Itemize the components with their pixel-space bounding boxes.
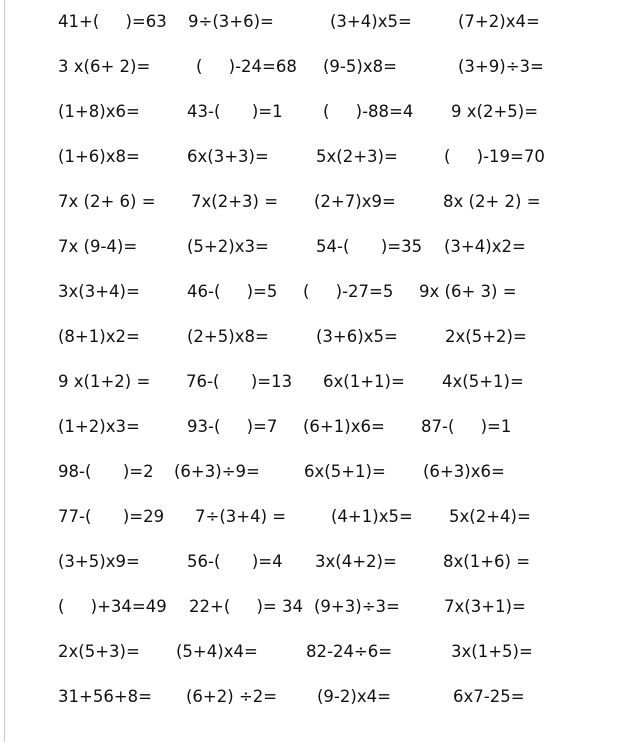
- problem-row: [0, 367, 636, 397]
- problem: 3x(1+5)=: [451, 642, 533, 661]
- problem: 41+( )=63: [58, 12, 167, 31]
- problem: (6+3)÷9=: [174, 462, 260, 481]
- problem: 7x (9-4)=: [58, 237, 138, 256]
- problem: 7x(3+1)=: [444, 597, 526, 616]
- problem: 5x(2+4)=: [449, 507, 531, 526]
- problem: 31+56+8=: [58, 687, 152, 706]
- problem: ( )-27=5: [303, 282, 394, 301]
- problem: (9-5)x8=: [323, 57, 397, 76]
- problem: (6+3)x6=: [423, 462, 505, 481]
- problem: 7÷(3+4) =: [195, 507, 287, 526]
- problem: 3 x(6+ 2)=: [58, 57, 151, 76]
- problem: 6x(3+3)=: [187, 147, 269, 166]
- problem-row: [0, 637, 636, 667]
- problem: 3x(3+4)=: [58, 282, 140, 301]
- problem: 82-24÷6=: [306, 642, 393, 661]
- problem: 22+( )= 34: [189, 597, 303, 616]
- problem: 8x(1+6) =: [443, 552, 531, 571]
- problem: 77-( )=29: [58, 507, 165, 526]
- problem: (8+1)x2=: [58, 327, 140, 346]
- problem: 7x (2+ 6) =: [58, 192, 156, 211]
- problem: 9÷(3+6)=: [188, 12, 274, 31]
- problem: 76-( )=13: [186, 372, 293, 391]
- problem: (5+4)x4=: [176, 642, 258, 661]
- problem-row: [0, 7, 636, 37]
- problem-row: [0, 682, 636, 712]
- problem-row: [0, 97, 636, 127]
- problem-row: [0, 412, 636, 442]
- problem: 9 x(2+5)=: [451, 102, 539, 121]
- problem: (6+1)x6=: [303, 417, 385, 436]
- problem: (7+2)x4=: [458, 12, 540, 31]
- problem: (1+2)x3=: [58, 417, 140, 436]
- problem: (9+3)÷3=: [314, 597, 400, 616]
- problem-row: [0, 457, 636, 487]
- problem: 2x(5+2)=: [445, 327, 527, 346]
- problem-row: [0, 277, 636, 307]
- problem: (3+9)÷3=: [458, 57, 544, 76]
- problem: 98-( )=2: [58, 462, 154, 481]
- problem-row: [0, 592, 636, 622]
- problem: (9-2)x4=: [317, 687, 391, 706]
- problem: ( )-88=4: [323, 102, 414, 121]
- problem: (5+2)x3=: [187, 237, 269, 256]
- problem-row: [0, 547, 636, 577]
- problem-row: [0, 52, 636, 82]
- problem: (1+8)x6=: [58, 102, 140, 121]
- problem: (3+4)x5=: [330, 12, 412, 31]
- problem: (2+5)x8=: [187, 327, 269, 346]
- problem: 4x(5+1)=: [442, 372, 524, 391]
- problem: (1+6)x8=: [58, 147, 140, 166]
- problem: ( )-24=68: [196, 57, 297, 76]
- problem: (3+6)x5=: [316, 327, 398, 346]
- problem: (2+7)x9=: [314, 192, 396, 211]
- problem: 46-( )=5: [187, 282, 278, 301]
- problem: (6+2) ÷2=: [186, 687, 278, 706]
- problem: 9x (6+ 3) =: [419, 282, 517, 301]
- problem: 9 x(1+2) =: [58, 372, 151, 391]
- problem-row: [0, 187, 636, 217]
- problem: (4+1)x5=: [331, 507, 413, 526]
- problem: 6x7-25=: [453, 687, 525, 706]
- problem: 6x(5+1)=: [304, 462, 386, 481]
- problem-row: [0, 322, 636, 352]
- problem: 2x(5+3)=: [58, 642, 140, 661]
- problem: 87-( )=1: [421, 417, 512, 436]
- problem-row: [0, 142, 636, 172]
- problem: (3+4)x2=: [444, 237, 526, 256]
- problem: 54-( )=35: [316, 237, 423, 256]
- problem-row: [0, 502, 636, 532]
- problem: ( )-19=70: [444, 147, 545, 166]
- problem: 93-( )=7: [187, 417, 278, 436]
- problem: 3x(4+2)=: [315, 552, 397, 571]
- problem: 8x (2+ 2) =: [443, 192, 541, 211]
- problem: (3+5)x9=: [58, 552, 140, 571]
- problem: 6x(1+1)=: [323, 372, 405, 391]
- problem: 56-( )=4: [187, 552, 283, 571]
- problem-row: [0, 232, 636, 262]
- problem: ( )+34=49: [58, 597, 167, 616]
- problem: 7x(2+3) =: [191, 192, 279, 211]
- problem: 43-( )=1: [187, 102, 283, 121]
- problem: 5x(2+3)=: [316, 147, 398, 166]
